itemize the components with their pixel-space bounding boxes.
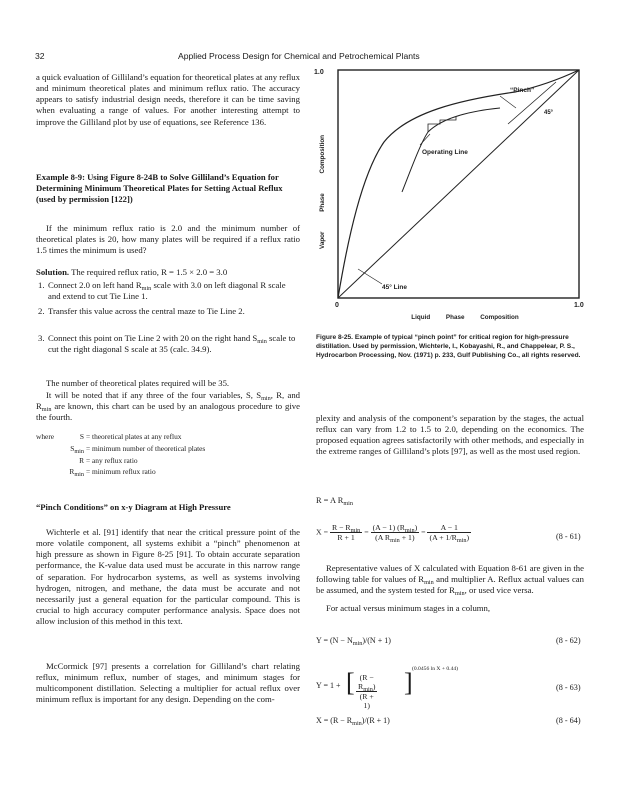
def-symbol: $R_{min}$	[69, 467, 84, 478]
equation-number-64: (8 - 64)	[556, 716, 581, 725]
equation-r: R = A $R_{min}$	[316, 496, 353, 507]
operating-line-label: Operating Line	[422, 149, 468, 156]
example-question: If the minimum reflux ratio is 2.0 and the minimum number of theoretical plates is 20, how many plates will be required if a reflux ratio 1.5 times the minimum is used?	[36, 223, 300, 256]
pinch-leader	[500, 96, 516, 108]
y-max-label: 1.0	[314, 69, 324, 76]
pinch-label: “Pinch”	[510, 87, 535, 94]
def-description: = theoretical plates at any reflux	[86, 432, 182, 441]
x-axis-label: Liquid Phase Composition	[411, 314, 519, 321]
figure-8-25-plot	[310, 62, 600, 332]
where-label: where	[36, 432, 55, 441]
equation-8-61: X = $\frac{R - R_{min}}{R + 1}$ = $\frac{(A - 1) (R_{min})}{(A R_{min} + 1)}$ = $\frac{A - 1}{(A + 1/R_{min})}$	[316, 523, 470, 544]
step-text: Connect this point on Tie Line 2 with 20 on the right hand $S_{min}$ scale to cut the right diagonal S scale at 35 (calc. 34.9).	[48, 333, 296, 355]
def-symbol: R	[79, 456, 84, 465]
solution-line	[36, 267, 300, 278]
example-heading: Example 8-9: Using Figure 8-24B to Solve Gilliland’s Equation for Determining Minimum Theoretical Plates for Setting Actual Reflux (used by permission [122])	[36, 172, 283, 204]
def-description: = minimum reflux ratio	[86, 467, 156, 476]
line45-leader	[358, 269, 382, 284]
equation-number-62: (8 - 62)	[556, 636, 581, 645]
step-text: Connect 2.0 on left hand $R_{min}$ scale with 3.0 on left diagonal R scale and extend to cut Tie Line 1.	[48, 280, 286, 302]
intro-paragraph: a quick evaluation of Gilliland’s equation for theoretical plates at any reflux and minimum theoretical plates and minimum reflux ratio. The accuracy appears to satisfy industrial design needs, therefore it can be time saving when evaluating a range of values. For another interesting attempt to improve the Gilliland plot by use of equations, see Reference 136.	[36, 72, 300, 127]
def-symbol: S	[79, 432, 84, 441]
equation-number-63: (8 - 63)	[556, 683, 581, 692]
step-number: 1.	[38, 280, 45, 290]
stages-paragraph: For actual versus minimum stages in a column,	[326, 603, 491, 613]
stage-steps	[428, 117, 456, 132]
operating-line-leader	[420, 134, 430, 145]
solution-label: Solution.	[36, 267, 70, 277]
def-description: = minimum number of theoretical plates	[86, 444, 206, 453]
y-axis-label: Vapor Phase Composition	[319, 134, 326, 250]
equation-number-61: (8 - 61)	[556, 532, 581, 541]
solution-text: The required reflux ratio, R = 1.5 × 2.0 = 3.0	[69, 267, 228, 277]
wichterle-paragraph: Wichterle et al. [91] identify that near the critical pressure point of the more volatile component, all systems exhibit a “pinch” phenomenon at high pressure as shown in Figure 8-25 [91]. To obtain accurate separation performance, the K-value data used must be accurate in this narrow range of separation. For hydrocarbon systems, as well as systems involving hydrogen, nitrogen, and methane, the data must be accurate and not necessarily just a general equation for the particular compound. This is crucial to high accuracy computer performance analysis. Space does not allow inclusion of this method in this text.	[36, 527, 300, 627]
step-text: Transfer this value across the central maze to Tie Line 2.	[48, 306, 245, 316]
origin-label: 0	[335, 302, 339, 309]
continuation-paragraph: plexity and analysis of the component’s separation by the stages, the actual reflux can vary from 1.2 to 1.5 to 2.0, depending on the economics. The proposed equation agrees satisfactorily with other methods, and especially in the extreme ranges of Gilliland’s plots [97], as well as the most used region.	[316, 413, 584, 457]
angle-label: 45°	[544, 110, 554, 116]
equation-8-64: $X = (R - R_{min})/(R + 1)$	[316, 716, 390, 727]
equation-exponent: (0.0456 ln X + 0.44)	[412, 666, 459, 672]
def-description: = any reflux ratio	[86, 456, 138, 465]
line45-label: 45° Line	[382, 284, 407, 291]
representative-paragraph: Representative values of X calculated with Equation 8-61 are given in the following table for values of $R_{min}$ and multiplier A. Reflux actual values can be assumed, and the system tested for $R_{min}$, or used vice versa.	[316, 563, 584, 598]
page-number: 32	[35, 51, 45, 61]
running-title: Applied Process Design for Chemical and Petrochemical Plants	[178, 51, 420, 61]
pinch-heading: “Pinch Conditions” on x-y Diagram at High Pressure	[36, 502, 231, 512]
step-number: 3.	[38, 333, 45, 343]
figure-caption: Figure 8-25. Example of typical “pinch point” for critical region for high-pressure distillation. Used by permission, Wichterle, I., Kobayashi, R., and Chappelear, P. S., Hydrocarbon Processing, Nov. (1971) p. 233, Gulf Publishing Co., all rights reserved.	[316, 334, 581, 359]
step-number: 2.	[38, 306, 45, 316]
mccormick-paragraph: McCormick [97] presents a correlation for Gilliland’s chart relating reflux, minimum reflux, number of stages, and minimum stages for multicomponent distillation. Selecting a multiplier for actual reflux over minimum reflux is important for any design. Depending on the com-	[36, 661, 300, 705]
diagonal-45-line	[338, 70, 579, 298]
result-line: The number of theoretical plates required will be 35.	[46, 378, 230, 388]
def-symbol: $S_{min}$	[70, 444, 84, 455]
equation-8-62: $Y = (N - N_{min})/(N + 1)$	[316, 636, 391, 647]
variables-note: It will be noted that if any three of the four variables, S, $S_{min}$, R, and $R_{min}$ are known, this chart can be used by an analogous procedure to give the fourth.	[36, 390, 301, 423]
x-max-label: 1.0	[574, 302, 584, 309]
